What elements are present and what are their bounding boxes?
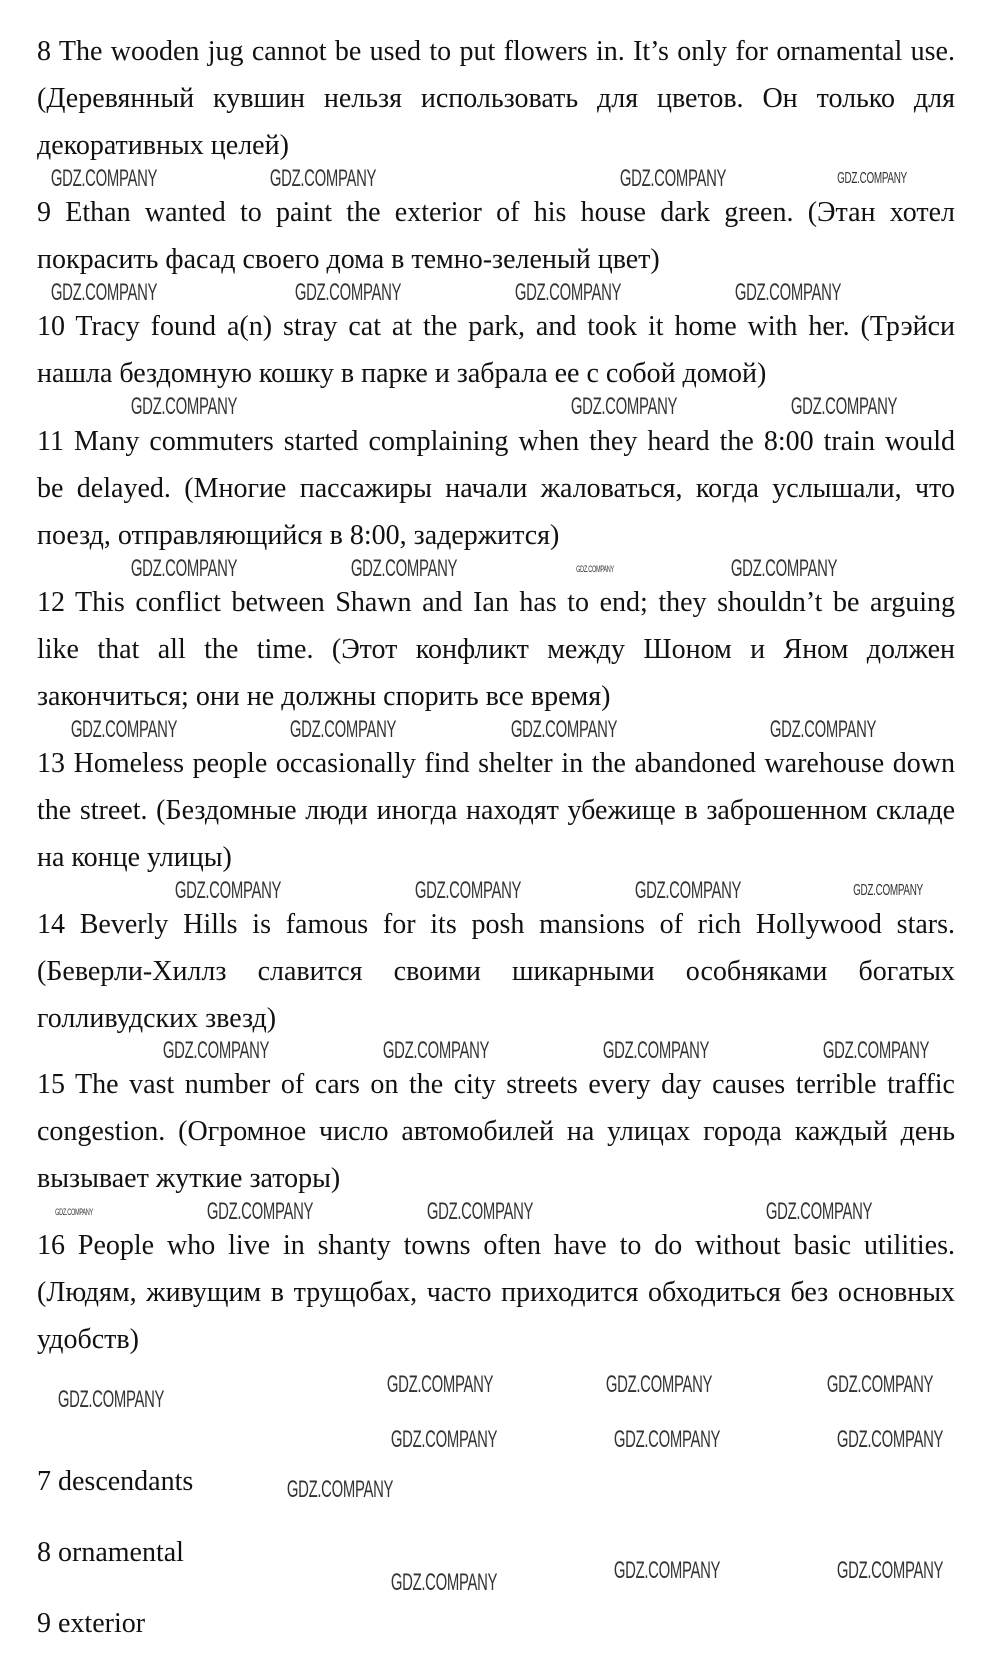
watermark: GDZ.COMPANY bbox=[837, 170, 907, 187]
sentence-11: 11 Many commuters started complaining when they heard the 8:00 train would be delayed. (Многие пассажиры начали жаловаться, когда услышали, что поезд, отправляющийся в 8:00, задержится) bbox=[37, 426, 955, 551]
watermark: GDZ.COMPANY bbox=[634, 877, 742, 904]
watermark: GDZ.COMPANY bbox=[765, 1198, 873, 1225]
watermark: GDZ.COMPANY bbox=[769, 716, 877, 743]
watermark: GDZ.COMPANY bbox=[570, 393, 678, 420]
sentence-9: 9 Ethan wanted to paint the exterior of his house dark green. (Этан хотел покрасить фасад своего дома в темно-зеленый цвет) bbox=[37, 197, 955, 275]
watermark: GDZ.COMPANY bbox=[350, 555, 458, 582]
watermark: GDZ.COMPANY bbox=[605, 1371, 713, 1398]
watermark: GDZ.COMPANY bbox=[853, 882, 923, 899]
watermark: GDZ.COMPANY bbox=[613, 1426, 721, 1453]
answer-9: 9 exterior bbox=[37, 1608, 146, 1639]
watermark: GDZ.COMPANY bbox=[206, 1198, 314, 1225]
watermark: GDZ.COMPANY bbox=[602, 1037, 710, 1064]
watermark: GDZ.COMPANY bbox=[130, 393, 238, 420]
watermark: GDZ.COMPANY bbox=[50, 279, 158, 306]
watermark: GDZ.COMPANY bbox=[822, 1037, 930, 1064]
answer-8: 8 ornamental bbox=[37, 1537, 184, 1568]
answer-7: 7 descendants bbox=[37, 1466, 194, 1497]
watermark: GDZ.COMPANY bbox=[790, 393, 898, 420]
watermark: GDZ.COMPANY bbox=[294, 279, 402, 306]
watermark: GDZ.COMPANY bbox=[576, 564, 614, 574]
watermark: GDZ.COMPANY bbox=[174, 877, 282, 904]
watermark: GDZ.COMPANY bbox=[426, 1198, 534, 1225]
sentence-15: 15 The vast number of cars on the city streets every day causes terrible traffic congestion. (Огромное число автомобилей на улицах города каждый день вызывает жуткие заторы) bbox=[37, 1069, 955, 1194]
watermark: GDZ.COMPANY bbox=[414, 877, 522, 904]
sentence-14: 14 Beverly Hills is famous for its posh mansions of rich Hollywood stars. (Беверли-Хиллз славится своими шикарными особняками богатых голливудских звезд) bbox=[37, 909, 955, 1034]
sentence-10: 10 Tracy found a(n) stray cat at the park, and took it home with her. (Трэйси нашла бездомную кошку в парке и забрала ее с собой домой) bbox=[37, 311, 955, 389]
watermark: GDZ.COMPANY bbox=[390, 1569, 498, 1596]
watermark: GDZ.COMPANY bbox=[826, 1371, 934, 1398]
watermark: GDZ.COMPANY bbox=[390, 1426, 498, 1453]
sentence-13: 13 Homeless people occasionally find shelter in the abandoned warehouse down the street. (Бездомные люди иногда находят убежище в заброшенном складе на конце улицы) bbox=[37, 748, 955, 873]
sentence-12: 12 This conflict between Shawn and Ian has to end; they shouldn’t be arguing like that all the time. (Этот конфликт между Шоном и Яном должен закончиться; они не должны спорить все время) bbox=[37, 587, 955, 712]
watermark: GDZ.COMPANY bbox=[162, 1037, 270, 1064]
watermark: GDZ.COMPANY bbox=[619, 165, 727, 192]
watermark: GDZ.COMPANY bbox=[57, 1386, 165, 1413]
watermark: GDZ.COMPANY bbox=[836, 1557, 944, 1584]
watermark: GDZ.COMPANY bbox=[836, 1426, 944, 1453]
watermark: GDZ.COMPANY bbox=[269, 165, 377, 192]
watermark: GDZ.COMPANY bbox=[289, 716, 397, 743]
watermark: GDZ.COMPANY bbox=[50, 165, 158, 192]
watermark: GDZ.COMPANY bbox=[734, 279, 842, 306]
watermark: GDZ.COMPANY bbox=[386, 1371, 494, 1398]
watermark: GDZ.COMPANY bbox=[286, 1476, 394, 1503]
watermark: GDZ.COMPANY bbox=[130, 555, 238, 582]
watermark: GDZ.COMPANY bbox=[730, 555, 838, 582]
watermark: GDZ.COMPANY bbox=[510, 716, 618, 743]
watermark: GDZ.COMPANY bbox=[514, 279, 622, 306]
watermark: GDZ.COMPANY bbox=[70, 716, 178, 743]
watermark: GDZ.COMPANY bbox=[613, 1557, 721, 1584]
watermark: GDZ.COMPANY bbox=[55, 1207, 93, 1217]
watermark: GDZ.COMPANY bbox=[382, 1037, 490, 1064]
sentence-16: 16 People who live in shanty towns often have to do without basic utilities. (Людям, живущим в трущобах, часто приходится обходиться без основных удобств) bbox=[37, 1230, 955, 1355]
sentence-8: 8 The wooden jug cannot be used to put flowers in. It’s only for ornamental use. (Деревянный кувшин нельзя использовать для цветов. Он только для декоративных целей) bbox=[37, 36, 955, 161]
